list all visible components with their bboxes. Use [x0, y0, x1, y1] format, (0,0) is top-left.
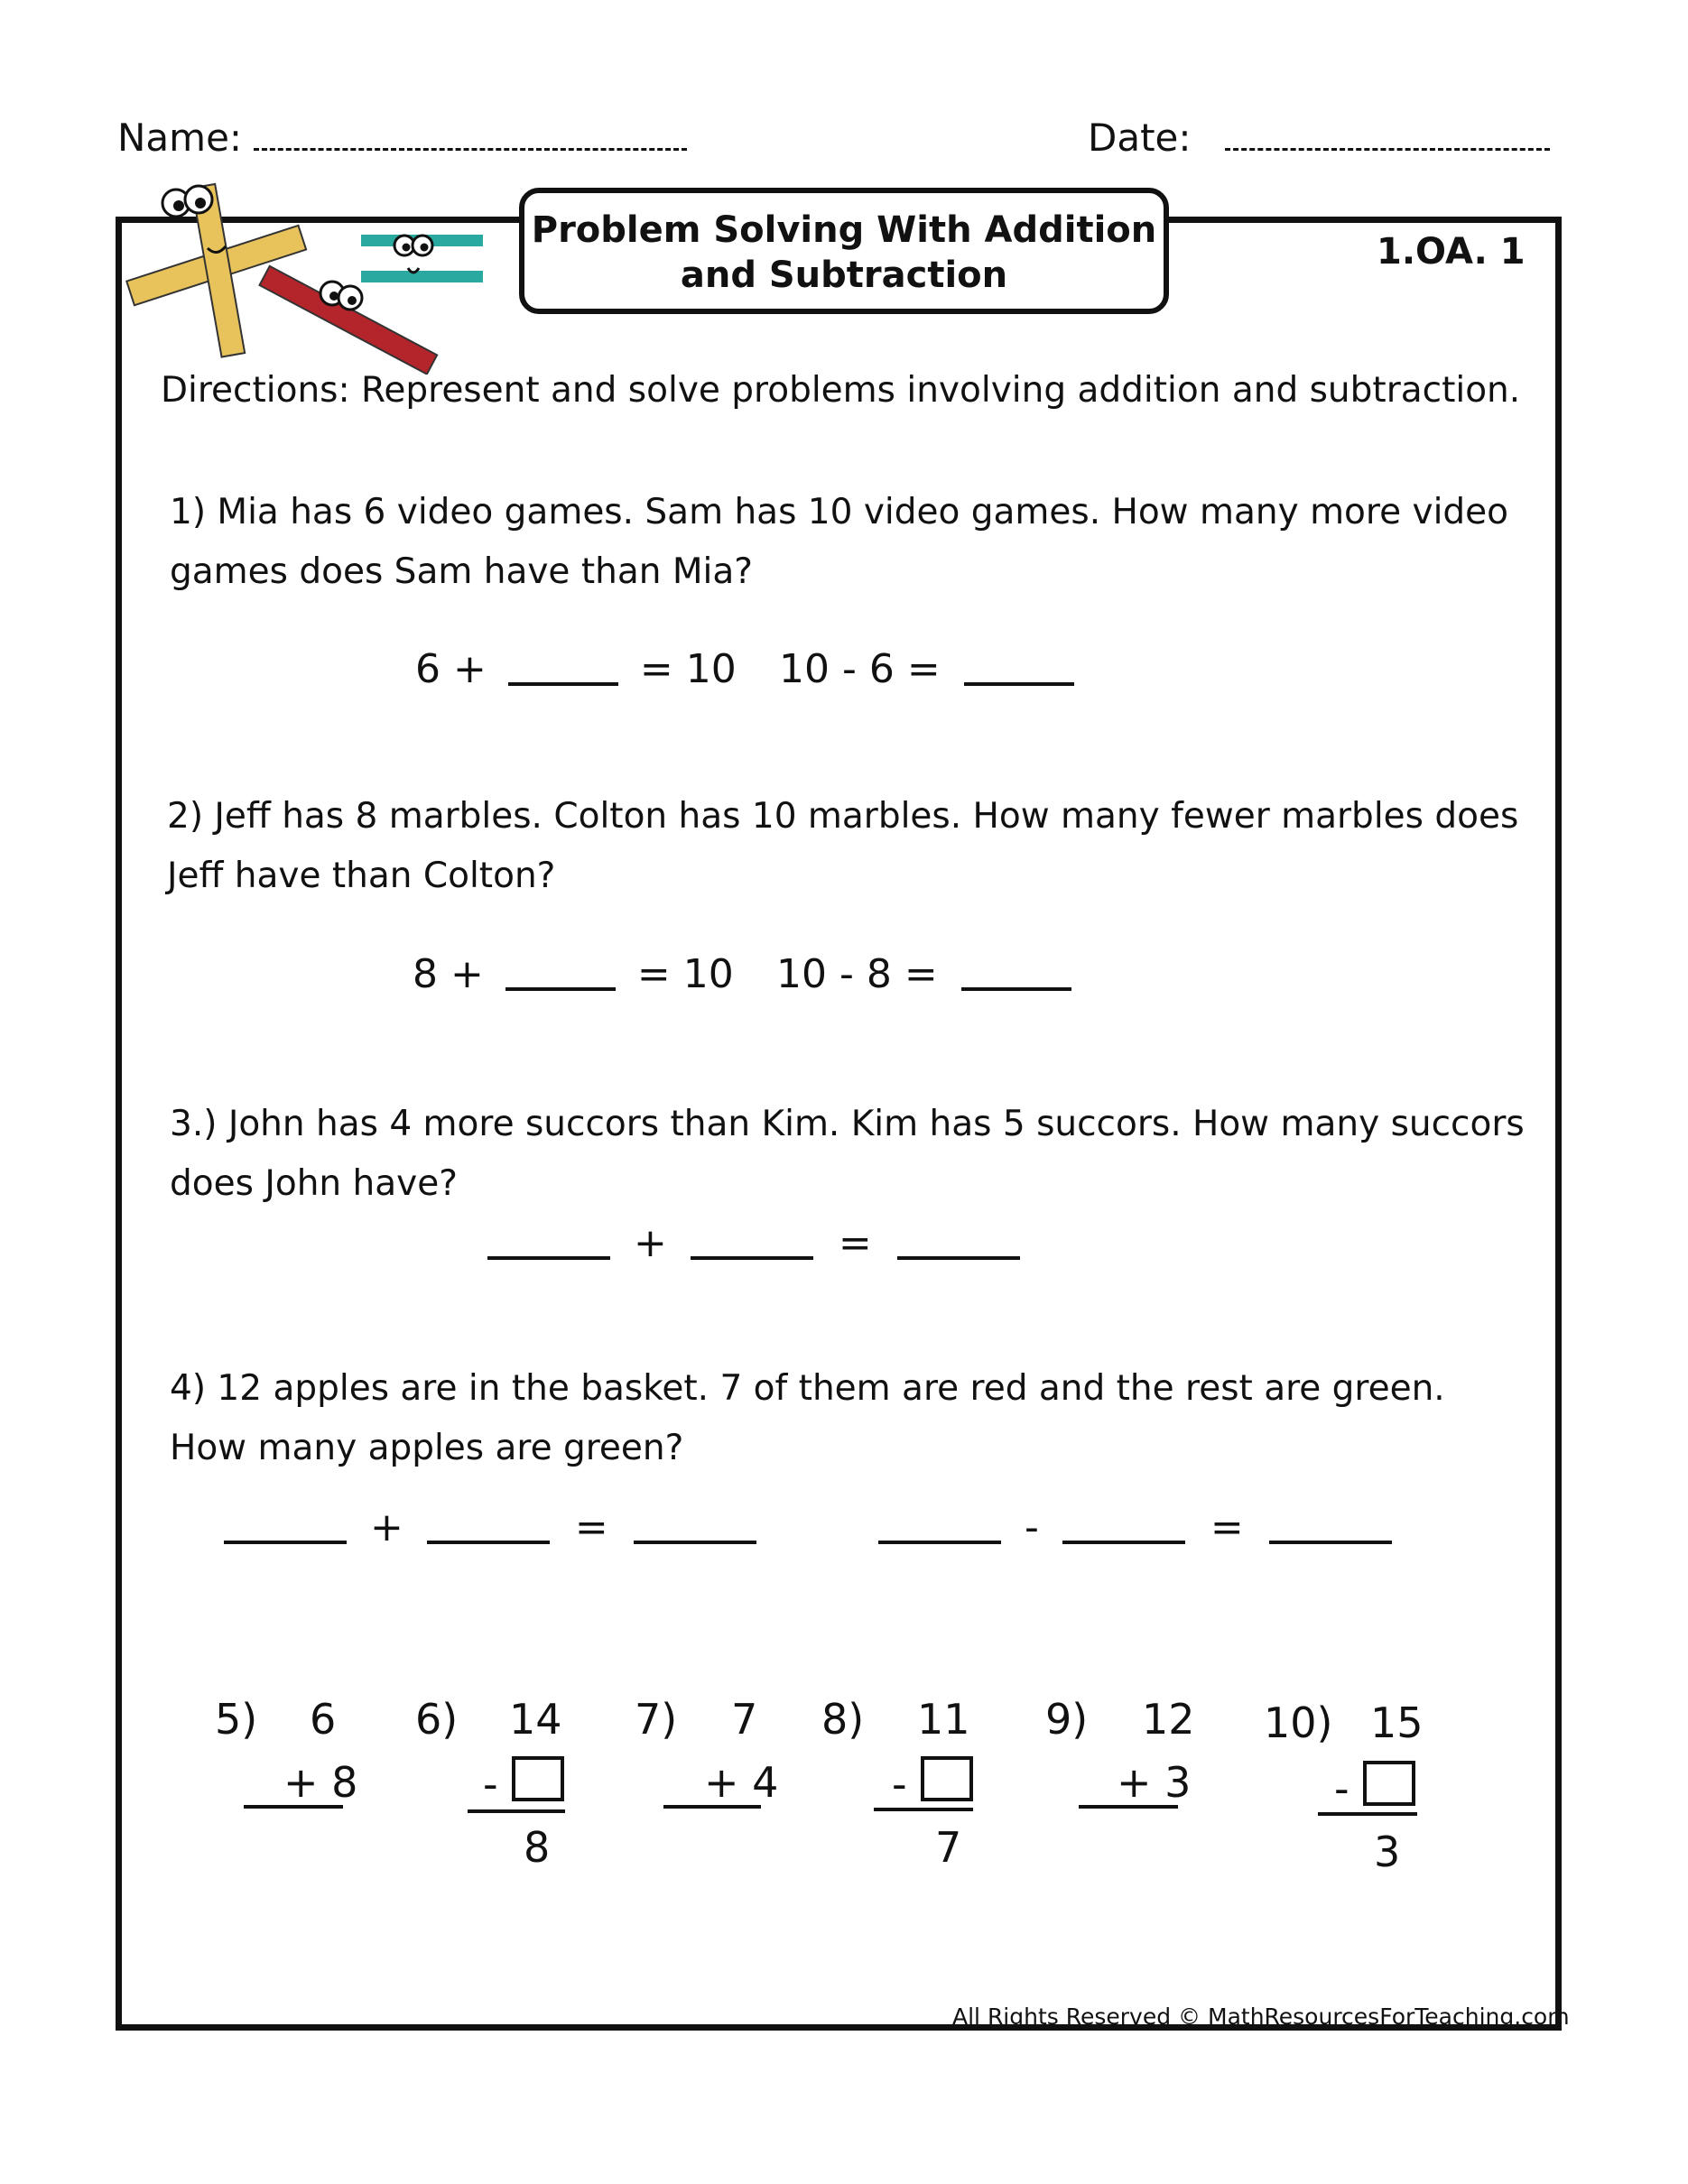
p3-blank-3[interactable]	[897, 1253, 1020, 1260]
p4-blank-5[interactable]	[1062, 1537, 1185, 1544]
vproblem-8-op: -	[892, 1760, 907, 1809]
problem-1-equation-b	[779, 646, 1074, 692]
p2-eq-b: 10 - 8 =	[776, 951, 938, 997]
p4-plus: +	[370, 1504, 403, 1550]
date-row	[1088, 116, 1550, 160]
p1-blank-a[interactable]	[508, 679, 618, 686]
p3-blank-2[interactable]	[691, 1253, 813, 1260]
p2-blank-b[interactable]	[961, 984, 1071, 991]
date-label: Date:	[1088, 116, 1192, 160]
vproblem-7-op: + 4	[704, 1758, 779, 1807]
copyright-footer: All Rights Reserved © MathResourcesForTeaching.com	[952, 2004, 1570, 2030]
problem-2-equation-b	[776, 951, 1071, 997]
p4-equals-b: =	[1210, 1504, 1244, 1550]
vproblem-7-label: 7)	[635, 1695, 678, 1744]
vproblem-7-rule	[663, 1805, 761, 1809]
vproblem-10-answer: 3	[1374, 1828, 1401, 1876]
p4-blank-6[interactable]	[1269, 1537, 1392, 1544]
vproblem-5-top: 6	[310, 1695, 337, 1744]
p4-blank-2[interactable]	[427, 1537, 550, 1544]
vproblem-6-label: 6)	[415, 1695, 459, 1744]
title-line-2: and Subtraction	[680, 254, 1008, 296]
vproblem-6-answer-box[interactable]	[512, 1756, 564, 1801]
directions: Directions: Represent and solve problems involving addition and subtraction.	[161, 370, 1521, 411]
vproblem-5-label: 5)	[215, 1695, 258, 1744]
title-line-1: Problem Solving With Addition	[531, 209, 1157, 251]
vproblem-6-op: -	[483, 1760, 498, 1809]
problem-1-equation-a	[415, 646, 737, 692]
name-field[interactable]	[254, 121, 687, 151]
problem-3-line-1: 3.) John has 4 more succors than Kim. Kim has 5 succors. How many succors	[170, 1104, 1525, 1144]
vproblem-10-label: 10)	[1264, 1698, 1333, 1747]
problem-4-equation-a	[224, 1504, 756, 1550]
vproblem-8-rule	[874, 1808, 973, 1811]
vproblem-10-answer-box[interactable]	[1363, 1761, 1415, 1806]
vproblem-8-label: 8)	[821, 1695, 865, 1744]
p4-minus: -	[1025, 1504, 1039, 1550]
problem-2-line-2: Jeff have than Colton?	[167, 856, 556, 896]
vproblem-9-rule	[1079, 1805, 1178, 1809]
vproblem-8-answer-box[interactable]	[921, 1756, 973, 1801]
p4-blank-3[interactable]	[634, 1537, 756, 1544]
title-box	[519, 188, 1169, 314]
vproblem-10-top: 15	[1370, 1698, 1424, 1747]
vproblem-9-op: + 3	[1117, 1758, 1192, 1807]
p4-blank-1[interactable]	[224, 1537, 347, 1544]
problem-3-equation	[487, 1220, 1020, 1266]
p4-equals-a: =	[574, 1504, 608, 1550]
vproblem-5-rule	[244, 1805, 343, 1809]
vproblem-5-op: + 8	[283, 1758, 358, 1807]
mascot-clipart-icon	[117, 167, 496, 375]
p2-blank-a[interactable]	[505, 984, 616, 991]
vproblem-8-answer: 7	[935, 1823, 962, 1872]
vproblem-10-op: -	[1334, 1764, 1349, 1813]
problem-3-line-2: does John have?	[170, 1163, 458, 1204]
problem-4-line-2: How many apples are green?	[170, 1428, 684, 1468]
p1-eq-a-left: 6 +	[415, 646, 487, 692]
p1-eq-a-right: = 10	[639, 646, 737, 692]
p2-eq-a-left: 8 +	[413, 951, 484, 997]
problem-2-line-1: 2) Jeff has 8 marbles. Colton has 10 marbles. How many fewer marbles does	[167, 796, 1519, 837]
vproblem-9-label: 9)	[1045, 1695, 1089, 1744]
vproblem-10-rule	[1318, 1812, 1417, 1816]
problem-4-line-1: 4) 12 apples are in the basket. 7 of them are red and the rest are green.	[170, 1368, 1445, 1409]
problem-4-equation-b	[878, 1504, 1392, 1550]
problem-1-line-2: games does Sam have than Mia?	[170, 551, 753, 592]
p2-eq-a-right: = 10	[636, 951, 734, 997]
p3-blank-1[interactable]	[487, 1253, 610, 1260]
name-row	[117, 116, 687, 160]
problem-1-line-1: 1) Mia has 6 video games. Sam has 10 video games. How many more video	[170, 492, 1509, 532]
name-label: Name:	[117, 116, 243, 160]
vproblem-7-top: 7	[731, 1695, 758, 1744]
vproblem-6-answer: 8	[524, 1823, 551, 1872]
vproblem-9-top: 12	[1142, 1695, 1195, 1744]
problem-2-equation-a	[413, 951, 734, 997]
p3-plus: +	[634, 1220, 667, 1266]
vproblem-6-top: 14	[509, 1695, 562, 1744]
p4-blank-4[interactable]	[878, 1537, 1001, 1544]
p1-eq-b: 10 - 6 =	[779, 646, 941, 692]
date-field[interactable]	[1225, 121, 1550, 151]
p1-blank-b[interactable]	[964, 679, 1074, 686]
standard-code: 1.OA. 1	[1377, 231, 1526, 273]
p3-equals: =	[838, 1220, 872, 1266]
vproblem-8-top: 11	[917, 1695, 970, 1744]
vproblem-6-rule	[468, 1809, 565, 1813]
